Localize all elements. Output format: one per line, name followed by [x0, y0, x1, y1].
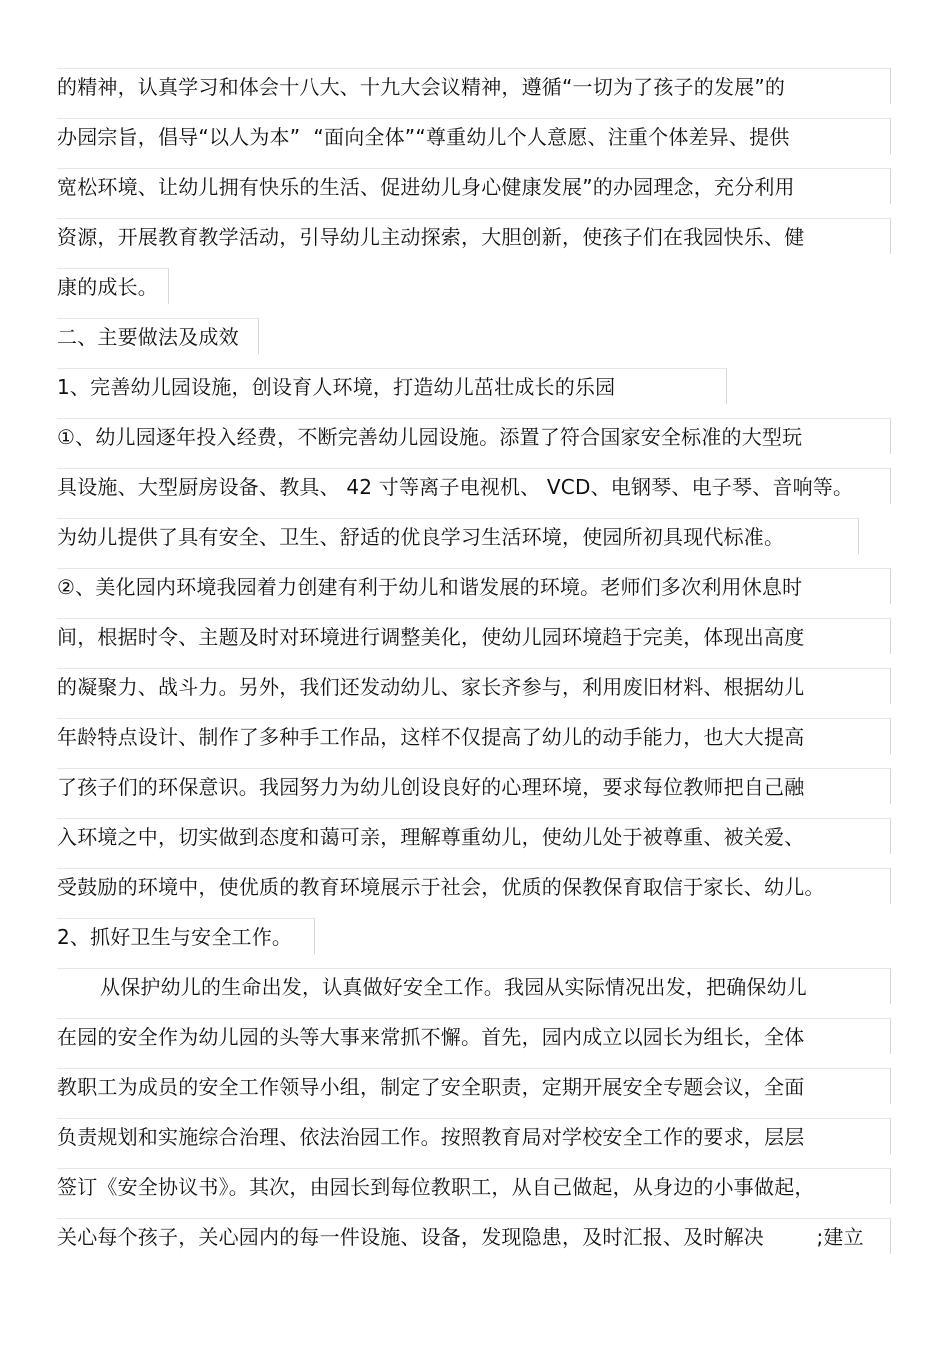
paragraph-line: 宽松环境、让幼儿拥有快乐的生活、促进幼儿身心健康发展”的办园理念，充分利用 [57, 168, 891, 204]
paragraph-line: 在园的安全作为幼儿园的头等大事来常抓不懈。首先，园内成立以园长为组长，全体 [57, 1018, 891, 1054]
paragraph-line: 关心每个孩子，关心园内的每一件设施、设备，发现隐患，及时汇报、及时解决 ;建立 [57, 1218, 891, 1254]
paragraph-line: ①、幼儿园逐年投入经费，不断完善幼儿园设施。添置了符合国家安全标准的大型玩 [57, 418, 891, 454]
paragraph-line: 间，根据时令、主题及时对环境进行调整美化，使幼儿园环境趋于完美，体现出高度 [57, 618, 891, 654]
paragraph-line: 了孩子们的环保意识。我园努力为幼儿创设良好的心理环境，要求每位教师把自己融 [57, 768, 891, 804]
paragraph-line: 的凝聚力、战斗力。另外，我们还发动幼儿、家长齐参与，利用废旧材料、根据幼儿 [57, 668, 891, 704]
subsection-heading: 2、抓好卫生与安全工作。 [57, 918, 315, 954]
paragraph-line: 年龄特点设计、制作了多种手工作品，这样不仅提高了幼儿的动手能力，也大大提高 [57, 718, 891, 754]
paragraph-line: 入环境之中，切实做到态度和蔼可亲，理解尊重幼儿，使幼儿处于被尊重、被关爱、 [57, 818, 891, 854]
paragraph-line: 负责规划和实施综合治理、依法治园工作。按照教育局对学校安全工作的要求，层层 [57, 1118, 891, 1154]
paragraph-line: 从保护幼儿的生命出发，认真做好安全工作。我园从实际情况出发，把确保幼儿 [57, 968, 891, 1004]
section-heading: 二、主要做法及成效 [57, 318, 259, 354]
paragraph-line: 受鼓励的环境中，使优质的教育环境展示于社会，优质的保教保育取信于家长、幼儿。 [57, 868, 891, 904]
paragraph-line: 为幼儿提供了具有安全、卫生、舒适的优良学习生活环境，使园所初具现代标准。 [57, 518, 859, 554]
subsection-heading: 1、完善幼儿园设施，创设育人环境，打造幼儿茁壮成长的乐园 [57, 368, 727, 404]
paragraph-line: 教职工为成员的安全工作领导小组，制定了安全职责，定期开展安全专题会议，全面 [57, 1068, 891, 1104]
paragraph-line: 资源，开展教育教学活动，引导幼儿主动探索，大胆创新，使孩子们在我园快乐、健 [57, 218, 891, 254]
paragraph-line: 办园宗旨，倡导“以人为本” “面向全体”“尊重幼儿个人意愿、注重个体差异、提供 [57, 118, 891, 154]
paragraph-line: ②、美化园内环境我园着力创建有利于幼儿和谐发展的环境。老师们多次利用休息时 [57, 568, 891, 604]
paragraph-line: 具设施、大型厨房设备、教具、 42 寸等离子电视机、 VCD、电钢琴、电子琴、音响等。 [57, 468, 891, 504]
paragraph-line: 的精神，认真学习和体会十八大、十九大会议精神，遵循“一切为了孩子的发展”的 [57, 68, 891, 104]
paragraph-line: 康的成长。 [57, 268, 169, 304]
paragraph-line: 签订《安全协议书》。其次，由园长到每位教职工，从自己做起，从身边的小事做起， [57, 1168, 891, 1204]
